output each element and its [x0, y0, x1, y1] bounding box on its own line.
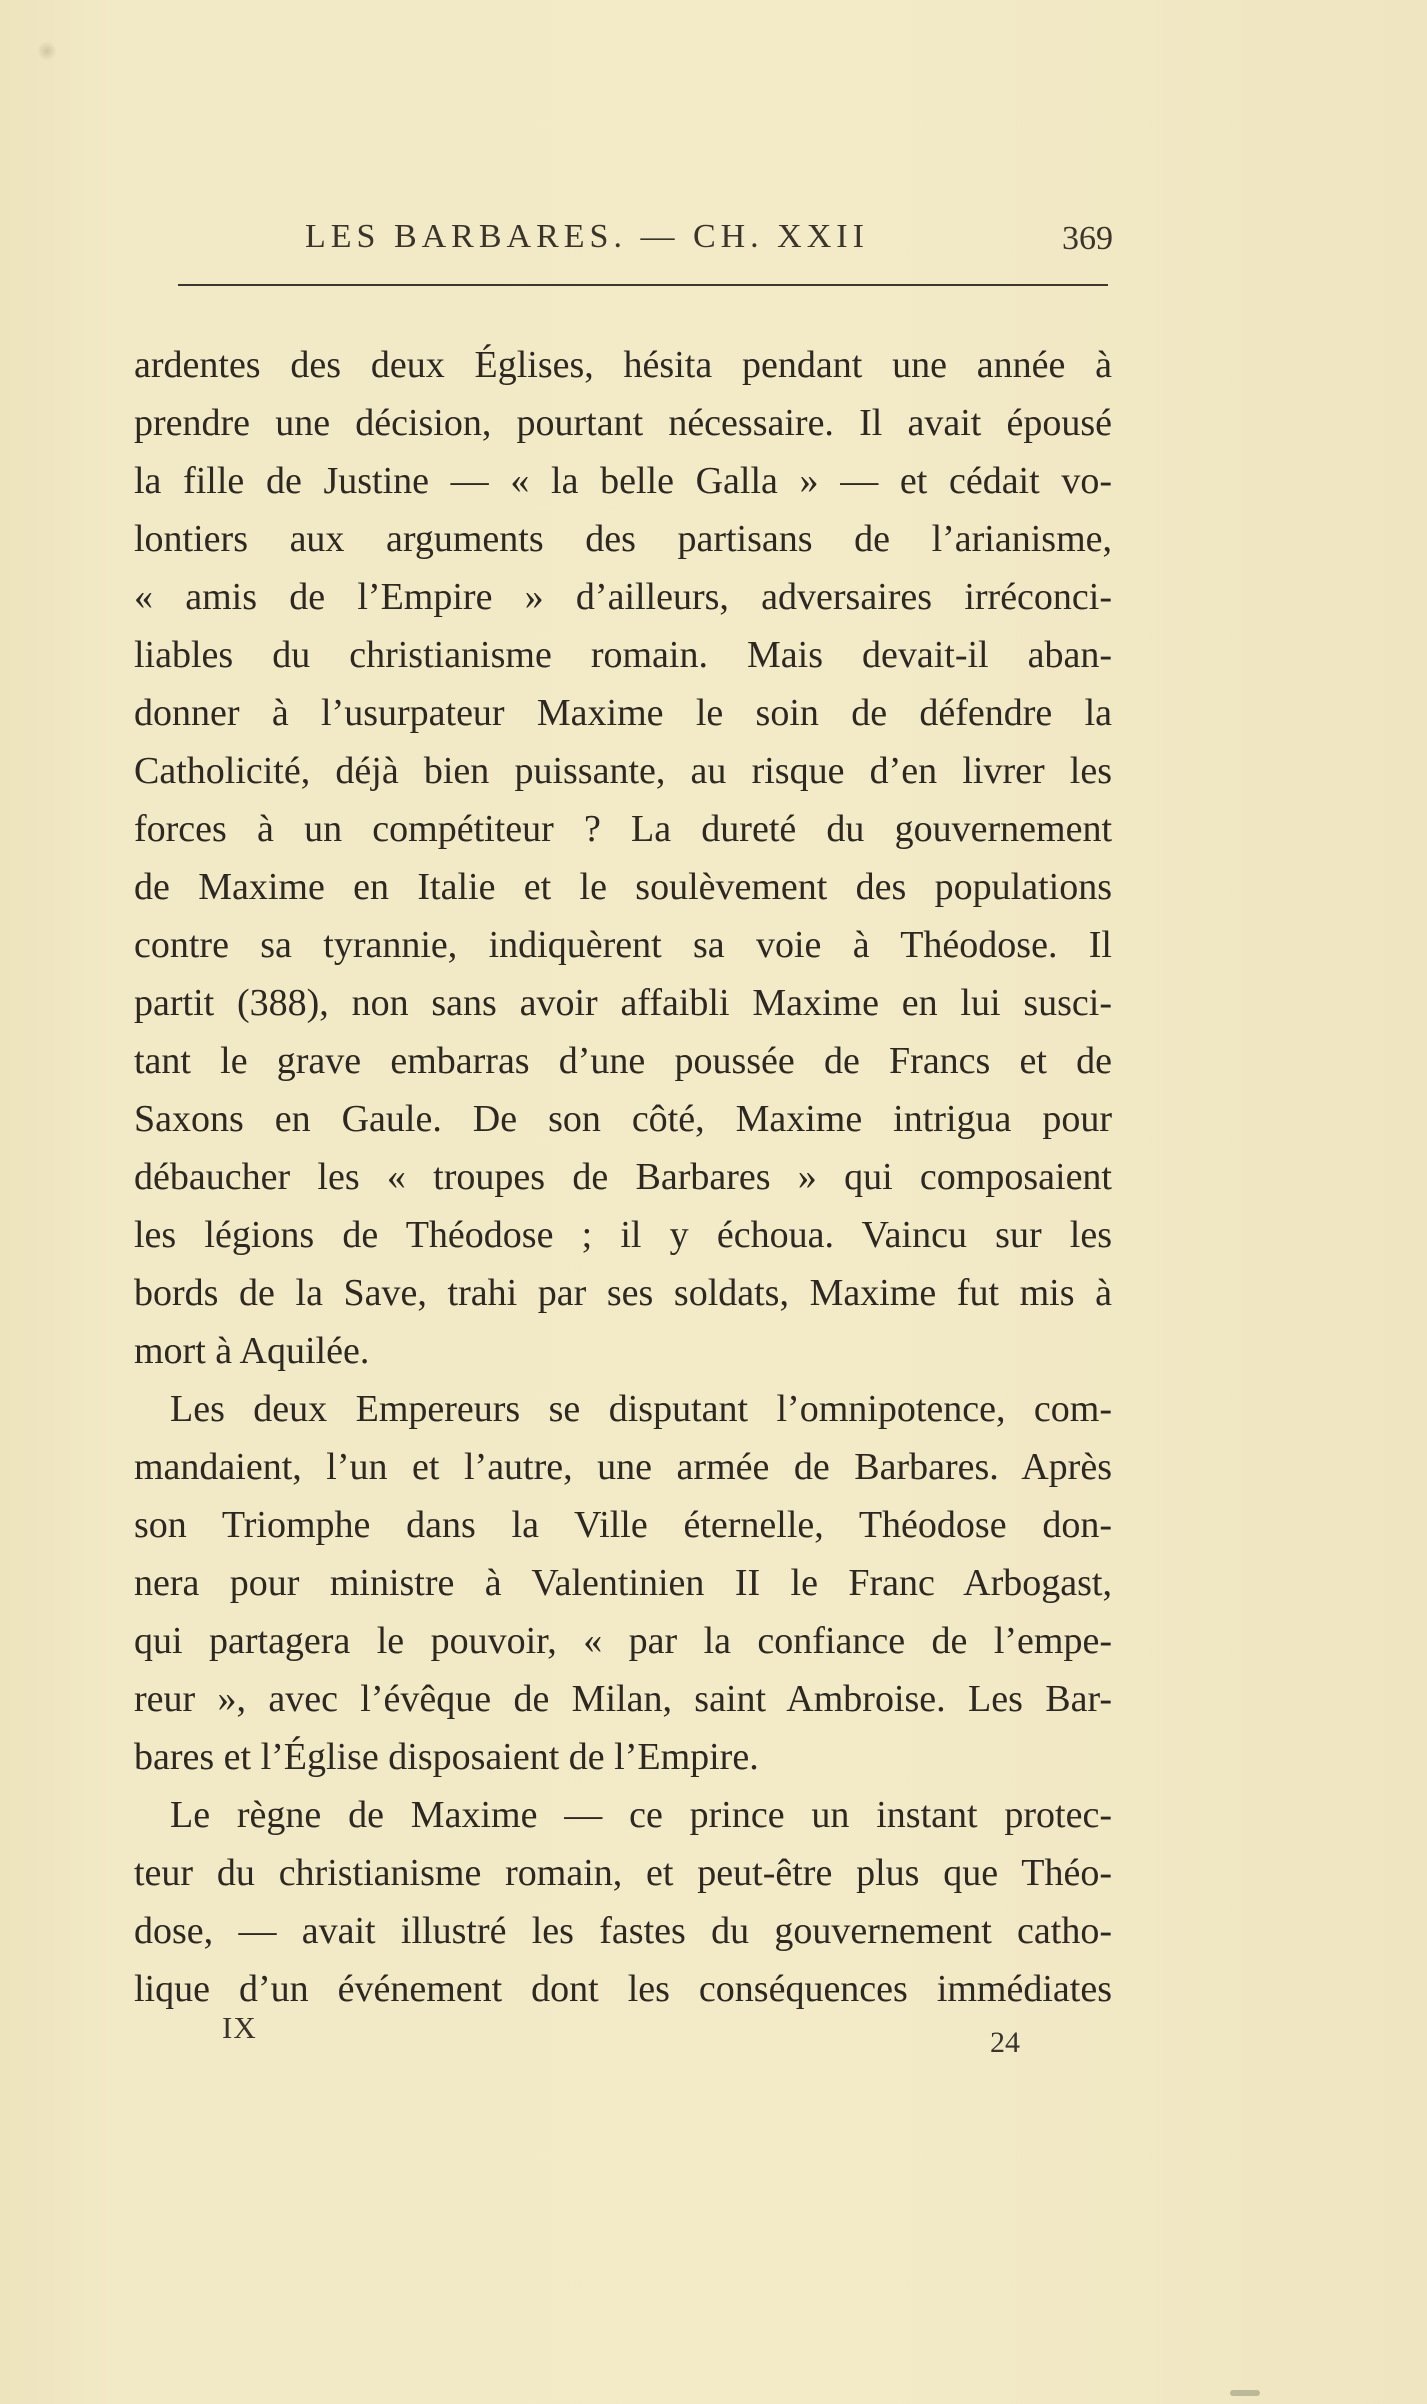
text-line: prendre une décision, pourtant nécessaire. Il avait épousé — [134, 402, 1112, 444]
paper-speck — [1230, 2390, 1260, 2396]
text-line: lontiers aux arguments des partisans de l’arianisme, — [134, 518, 1112, 560]
text-line: forces à un compétiteur ? La dureté du gouvernement — [134, 808, 1112, 850]
text-line: Saxons en Gaule. De son côté, Maxime intrigua pour — [134, 1098, 1112, 1140]
paragraph-end-line: bares et l’Église disposaient de l’Empire. — [134, 1736, 759, 1778]
text-line: liables du christianisme romain. Mais devait-il aban- — [134, 634, 1112, 676]
paper-smudge — [38, 40, 56, 62]
text-line: nera pour ministre à Valentinien II le Franc Arbogast, — [134, 1562, 1112, 1604]
paragraph-start-line: Le règne de Maxime — ce prince un instant protec- — [170, 1794, 1112, 1836]
text-line: Catholicité, déjà bien puissante, au risque d’en livrer les — [134, 750, 1112, 792]
text-line: de Maxime en Italie et le soulèvement des populations — [134, 866, 1112, 908]
text-line: dose, — avait illustré les fastes du gouvernement catho- — [134, 1910, 1112, 1952]
text-line: reur », avec l’évêque de Milan, saint Ambroise. Les Bar- — [134, 1678, 1112, 1720]
text-line: « amis de l’Empire » d’ailleurs, adversaires irréconci- — [134, 576, 1112, 618]
text-line: contre sa tyrannie, indiquèrent sa voie à Théodose. Il — [134, 924, 1112, 966]
text-line: bords de la Save, trahi par ses soldats, Maxime fut mis à — [134, 1272, 1112, 1314]
folio-number: 24 — [990, 2026, 1020, 2059]
text-line: la fille de Justine — « la belle Galla » — et cédait vo- — [134, 460, 1112, 502]
signature-mark: IX — [222, 2010, 257, 2045]
text-line: qui partagera le pouvoir, « par la confiance de l’empe- — [134, 1620, 1112, 1662]
text-line: les légions de Théodose ; il y échoua. Vaincu sur les — [134, 1214, 1112, 1256]
text-line: tant le grave embarras d’une poussée de Francs et de — [134, 1040, 1112, 1082]
text-line: ardentes des deux Églises, hésita pendant une année à — [134, 344, 1112, 386]
text-line: mandaient, l’un et l’autre, une armée de Barbares. Après — [134, 1446, 1112, 1488]
header-rule — [178, 284, 1108, 286]
text-line: teur du christianisme romain, et peut-être plus que Théo- — [134, 1852, 1112, 1894]
text-line: donner à l’usurpateur Maxime le soin de défendre la — [134, 692, 1112, 734]
text-line: son Triomphe dans la Ville éternelle, Théodose don- — [134, 1504, 1112, 1546]
paragraph-end-line: mort à Aquilée. — [134, 1330, 370, 1372]
page-number: 369 — [1062, 220, 1113, 257]
body-text — [134, 336, 1112, 2018]
paragraph-start-line: Les deux Empereurs se disputant l’omnipotence, com- — [170, 1388, 1112, 1430]
text-line: débaucher les « troupes de Barbares » qui composaient — [134, 1156, 1112, 1198]
text-line: lique d’un événement dont les conséquences immédiates — [134, 1968, 1112, 2010]
running-head: LES BARBARES. — CH. XXII — [305, 218, 869, 255]
text-line: partit (388), non sans avoir affaibli Maxime en lui susci- — [134, 982, 1112, 1024]
